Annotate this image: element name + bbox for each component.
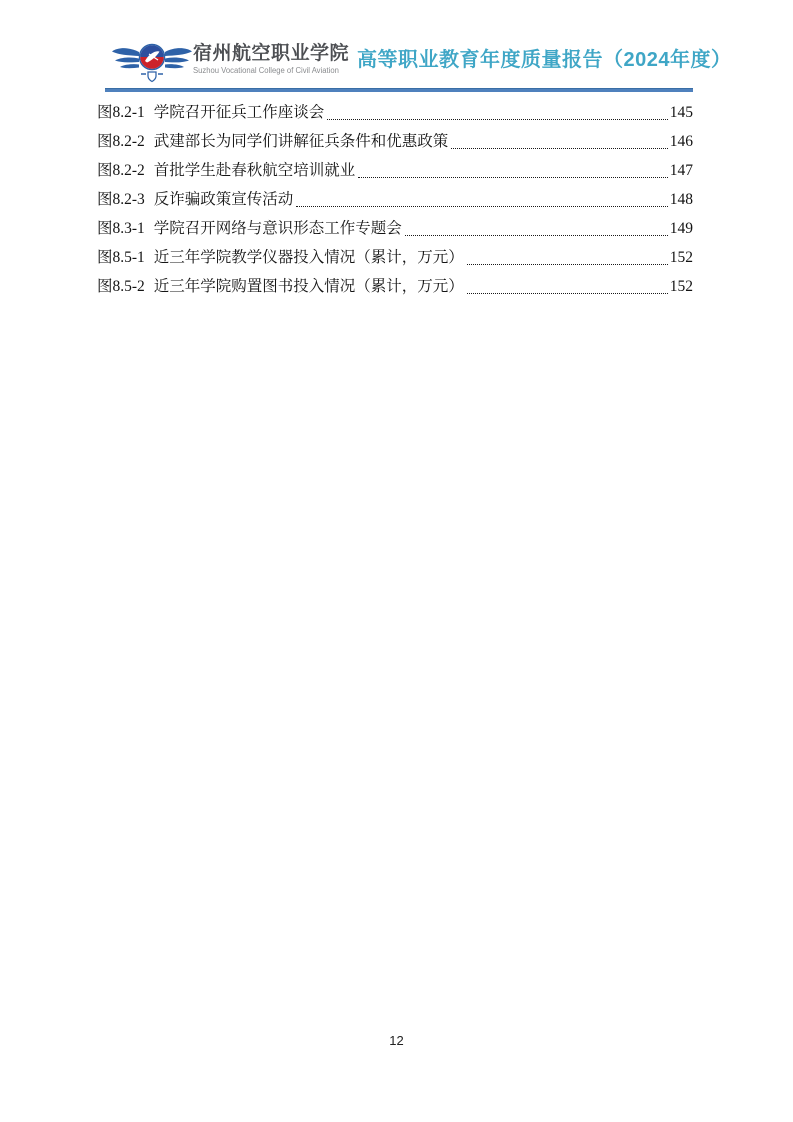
figure-title: 首批学生赴春秋航空培训就业 (153, 162, 356, 179)
figure-title: 近三年学院购置图书投入情况（累计，万元） (153, 278, 464, 295)
college-name-english: Suzhou Vocational College of Civil Aviation (193, 66, 339, 75)
figure-label: 图8.5-2 (97, 278, 145, 295)
figure-label: 图8.5-1 (97, 249, 145, 266)
figure-label: 图8.3-1 (97, 220, 145, 237)
toc-entry (97, 187, 693, 216)
dot-leader (467, 293, 668, 294)
left-wing-icon (112, 48, 139, 68)
logo-shield-icon (148, 72, 156, 82)
toc-entry (97, 129, 693, 158)
figure-title: 学院召开征兵工作座谈会 (153, 104, 325, 121)
right-wing-icon (165, 48, 192, 68)
figure-title: 近三年学院教学仪器投入情况（累计，万元） (153, 249, 464, 266)
dot-leader (327, 119, 667, 120)
college-name: 宿州航空职业学院 (193, 43, 350, 64)
toc-entry (97, 158, 693, 187)
figure-label: 图8.2-2 (97, 133, 145, 150)
header-divider (105, 88, 693, 92)
page-number: 12 (389, 1033, 404, 1048)
college-wings-logo-icon (110, 35, 194, 87)
page-ref: 148 (669, 191, 693, 208)
page-ref: 152 (669, 249, 693, 266)
figure-title: 武建部长为同学们讲解征兵条件和优惠政策 (153, 133, 449, 150)
dot-leader (296, 206, 667, 207)
college-name-block (193, 42, 365, 76)
page-ref: 147 (669, 162, 693, 179)
list-of-figures (97, 100, 693, 303)
dot-leader (467, 264, 668, 265)
page-ref: 149 (669, 220, 693, 237)
dot-leader (451, 148, 667, 149)
dot-leader (358, 177, 667, 178)
page-ref: 145 (669, 104, 693, 121)
figure-label: 图8.2-3 (97, 191, 145, 208)
dot-leader (405, 235, 668, 236)
toc-entry (97, 245, 693, 274)
report-title: 高等职业教育年度质量报告（2024年度） (357, 49, 732, 71)
figure-label: 图8.2-1 (97, 104, 145, 121)
figure-label: 图8.2-2 (97, 162, 145, 179)
figure-title: 学院召开网络与意识形态工作专题会 (153, 220, 402, 237)
figure-title: 反诈骗政策宣传活动 (153, 191, 294, 208)
logo-roundel-icon (140, 45, 165, 70)
toc-entry (97, 100, 693, 129)
page-ref: 152 (669, 278, 693, 295)
toc-entry (97, 216, 693, 245)
page-ref: 146 (669, 133, 693, 150)
toc-entry (97, 274, 693, 303)
